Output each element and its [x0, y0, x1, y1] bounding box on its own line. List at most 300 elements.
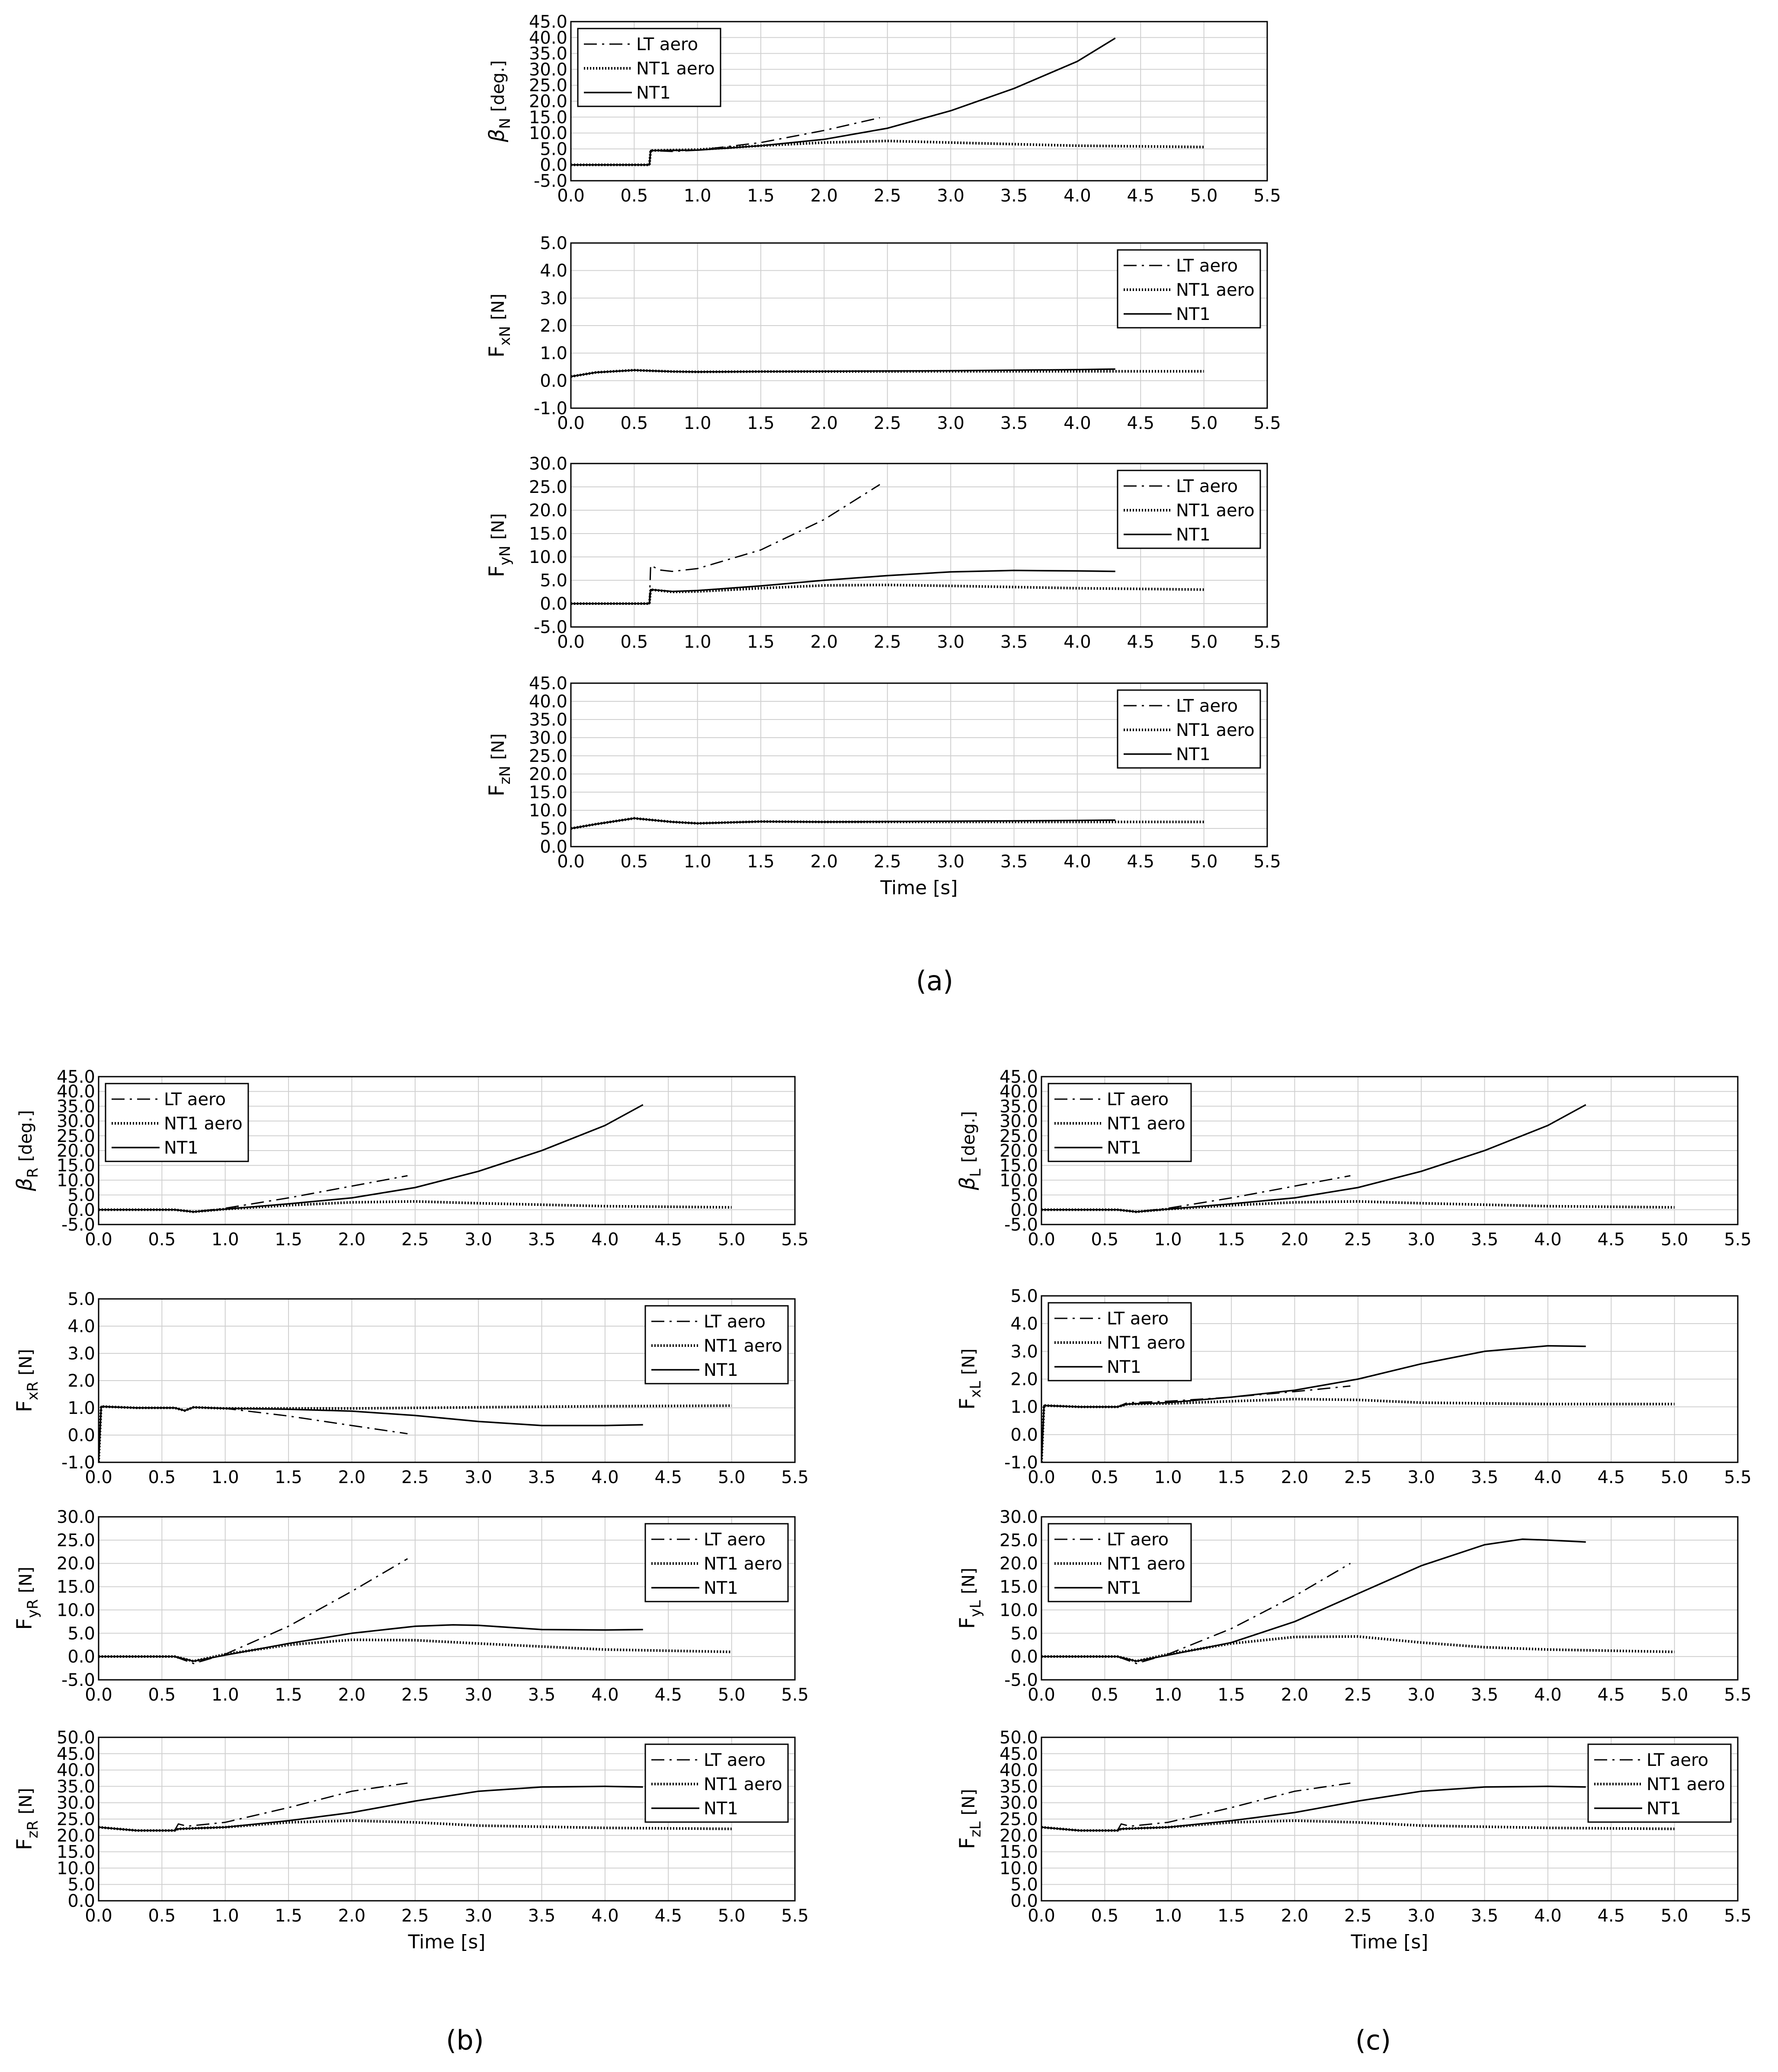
x-tick-label: 0.5	[620, 852, 648, 872]
x-tick-label: 5.0	[1190, 852, 1218, 872]
x-tick-label: 4.0	[1064, 413, 1091, 433]
legend-label: LT aero	[704, 1530, 766, 1550]
y-tick-label: 1.0	[1010, 1397, 1038, 1417]
legend-label: NT1	[636, 83, 671, 103]
y-tick-label: 20.0	[56, 1826, 95, 1846]
y-tick-label: 30.0	[529, 454, 567, 474]
legend-label: NT1 aero	[704, 1554, 782, 1574]
y-tick-label: 40.0	[529, 28, 567, 48]
y-tick-label: 5.0	[1010, 1875, 1038, 1895]
y-tick-label: 10.0	[56, 1858, 95, 1879]
legend-label: NT1	[164, 1138, 199, 1158]
y-axis-label: $F_{yL}[N]$	[955, 1567, 984, 1629]
x-tick-label: 5.0	[718, 1230, 746, 1250]
x-tick-label: 5.0	[718, 1468, 746, 1487]
x-tick-label: 2.5	[1344, 1685, 1372, 1705]
x-tick-label: 4.0	[591, 1468, 619, 1487]
x-tick-label: 0.5	[1091, 1468, 1119, 1487]
y-tick-label: 45.0	[999, 1744, 1038, 1764]
legend-label: NT1 aero	[1107, 1554, 1185, 1574]
y-tick-label: 0.0	[1010, 1647, 1038, 1667]
y-tick-label: 10.0	[529, 123, 567, 144]
y-tick-label: 25.0	[56, 1810, 95, 1829]
y-axis-label: $F_{xR}[N]$	[13, 1349, 42, 1413]
x-tick-label: 1.5	[1217, 1906, 1245, 1926]
y-tick-label: 15.0	[999, 1156, 1038, 1176]
x-tick-label: 5.0	[1660, 1230, 1688, 1250]
y-axis-label: $F_{zL}[N]$	[955, 1789, 984, 1849]
x-tick-label: 2.5	[401, 1230, 429, 1250]
y-tick-label: 30.0	[56, 1111, 95, 1132]
x-tick-label: 3.0	[1407, 1685, 1435, 1705]
x-tick-label: 1.0	[1154, 1906, 1182, 1926]
x-tick-label: 0.0	[1028, 1906, 1055, 1926]
legend-label: NT1	[704, 1799, 738, 1819]
y-tick-label: 5.0	[540, 571, 567, 591]
y-tick-label: 40.0	[529, 692, 567, 712]
legend-label: NT1 aero	[1176, 280, 1255, 300]
x-tick-label: 4.0	[591, 1685, 619, 1705]
x-tick-label: 4.5	[1597, 1230, 1625, 1250]
x-tick-label: 0.0	[85, 1906, 112, 1926]
y-tick-label: 15.0	[56, 1577, 95, 1597]
x-tick-label: 0.0	[1028, 1230, 1055, 1250]
y-tick-label: 5.0	[67, 1624, 95, 1644]
x-tick-label: 2.5	[874, 413, 901, 433]
x-tick-label: 3.0	[465, 1906, 492, 1926]
x-tick-label: 4.5	[654, 1906, 682, 1926]
y-tick-label: 0.0	[67, 1891, 95, 1911]
x-tick-label: 1.0	[683, 186, 711, 206]
y-tick-label: 45.0	[56, 1067, 95, 1087]
x-axis-label: Time [s]	[408, 1931, 486, 1953]
x-tick-label: 1.0	[211, 1230, 239, 1250]
x-tick-label: 0.0	[557, 186, 585, 206]
y-tick-label: 2.0	[540, 316, 567, 336]
x-tick-label: 3.5	[528, 1906, 556, 1926]
x-tick-label: 1.0	[211, 1685, 239, 1705]
y-tick-label: 25.0	[529, 746, 567, 766]
legend	[1118, 250, 1260, 328]
legend-label: LT aero	[704, 1312, 766, 1332]
legend	[106, 1084, 248, 1161]
legend-label: NT1 aero	[704, 1775, 782, 1794]
legend-label: NT1	[1107, 1138, 1141, 1158]
y-axis-label: $F_{zN}[N]$	[485, 733, 514, 797]
legend	[1048, 1303, 1191, 1381]
y-tick-label: 25.0	[999, 1126, 1038, 1146]
y-tick-label: 30.0	[999, 1507, 1038, 1527]
x-tick-label: 0.5	[1091, 1230, 1119, 1250]
y-tick-label: 10.0	[56, 1170, 95, 1191]
y-tick-label: 20.0	[999, 1141, 1038, 1161]
y-tick-label: 15.0	[56, 1842, 95, 1862]
x-tick-label: 3.0	[465, 1230, 492, 1250]
y-tick-label: 0.0	[540, 155, 567, 176]
legend-label: NT1 aero	[704, 1336, 782, 1356]
y-tick-label: 20.0	[999, 1826, 1038, 1846]
x-tick-label: 5.5	[781, 1230, 809, 1250]
y-tick-label: 10.0	[529, 801, 567, 821]
x-tick-label: 2.5	[1344, 1468, 1372, 1487]
x-tick-label: 1.5	[275, 1230, 302, 1250]
x-tick-label: 5.5	[1724, 1230, 1752, 1250]
y-tick-label: 3.0	[540, 288, 567, 309]
x-tick-label: 1.5	[275, 1906, 302, 1926]
x-tick-label: 0.5	[148, 1468, 176, 1487]
x-tick-label: 2.0	[810, 852, 838, 872]
x-tick-label: 5.0	[1660, 1906, 1688, 1926]
x-tick-label: 5.0	[1190, 186, 1218, 206]
x-tick-label: 3.5	[1000, 186, 1028, 206]
x-tick-label: 1.5	[747, 413, 775, 433]
y-axis-label: $F_{zR}[N]$	[13, 1787, 42, 1851]
y-axis-label: $F_{xN}[N]$	[485, 293, 514, 358]
y-tick-label: -5.0	[533, 617, 567, 637]
x-tick-label: 5.0	[718, 1906, 746, 1926]
y-tick-label: 20.0	[999, 1554, 1038, 1574]
legend-label: LT aero	[704, 1750, 766, 1770]
y-tick-label: 0.0	[540, 594, 567, 614]
x-tick-label: 1.0	[683, 852, 711, 872]
y-tick-label: -5.0	[1004, 1670, 1038, 1690]
y-tick-label: 30.0	[529, 60, 567, 80]
legend-label: NT1	[1176, 304, 1211, 324]
y-tick-label: 45.0	[529, 12, 567, 32]
y-tick-label: 5.0	[67, 1185, 95, 1205]
y-tick-label: 30.0	[56, 1793, 95, 1813]
x-tick-label: 0.5	[620, 632, 648, 652]
y-tick-label: 40.0	[56, 1082, 95, 1102]
x-tick-label: 3.5	[528, 1468, 556, 1487]
y-tick-label: 10.0	[56, 1600, 95, 1621]
x-tick-label: 3.5	[1470, 1230, 1499, 1250]
y-tick-label: 0.0	[1010, 1891, 1038, 1911]
y-tick-label: 25.0	[529, 76, 567, 96]
x-tick-label: 4.0	[1534, 1906, 1562, 1926]
legend-label: NT1	[1107, 1578, 1141, 1598]
x-tick-label: 1.5	[1217, 1685, 1245, 1705]
x-tick-label: 0.5	[148, 1906, 176, 1926]
y-tick-label: 15.0	[529, 107, 567, 128]
y-tick-label: 50.0	[56, 1728, 95, 1748]
x-tick-label: 5.5	[1724, 1468, 1752, 1487]
x-tick-label: 0.0	[1028, 1685, 1055, 1705]
x-tick-label: 1.0	[1154, 1230, 1182, 1250]
y-tick-label: 1.0	[540, 343, 567, 364]
x-tick-label: 4.5	[654, 1685, 682, 1705]
y-tick-label: 30.0	[529, 728, 567, 748]
legend	[1118, 690, 1260, 768]
x-tick-label: 2.5	[874, 852, 901, 872]
y-tick-label: 4.0	[540, 261, 567, 281]
y-tick-label: 0.0	[540, 837, 567, 857]
x-tick-label: 3.5	[1000, 413, 1028, 433]
legend-label: NT1 aero	[164, 1114, 243, 1134]
y-tick-label: -1.0	[61, 1453, 95, 1473]
panel-label-c: (c)	[1355, 2024, 1391, 2056]
legend	[1588, 1744, 1731, 1822]
y-tick-label: -1.0	[533, 399, 567, 419]
legend-label: NT1 aero	[1176, 720, 1255, 740]
x-tick-label: 5.0	[1190, 632, 1218, 652]
x-tick-label: 2.5	[401, 1468, 429, 1487]
x-tick-label: 2.0	[1281, 1230, 1309, 1250]
x-tick-label: 2.0	[1281, 1906, 1309, 1926]
legend-label: NT1	[1176, 525, 1211, 545]
x-tick-label: 3.0	[937, 413, 964, 433]
legend	[578, 29, 721, 106]
x-tick-label: 5.5	[781, 1906, 809, 1926]
legend	[1048, 1084, 1191, 1161]
x-tick-label: 1.5	[747, 852, 775, 872]
y-tick-label: 20.0	[529, 764, 567, 784]
x-tick-label: 1.0	[683, 632, 711, 652]
y-tick-label: 25.0	[999, 1810, 1038, 1829]
legend-label: LT aero	[1107, 1309, 1169, 1329]
x-axis-label: Time [s]	[880, 877, 958, 899]
y-tick-label: 30.0	[56, 1507, 95, 1527]
x-tick-label: 0.5	[148, 1685, 176, 1705]
legend-label: LT aero	[1176, 696, 1238, 716]
y-tick-label: 45.0	[999, 1067, 1038, 1087]
x-tick-label: 5.5	[1253, 852, 1281, 872]
x-tick-label: 4.5	[1127, 632, 1155, 652]
x-tick-label: 2.0	[810, 632, 838, 652]
x-tick-label: 2.5	[874, 186, 901, 206]
x-tick-label: 4.0	[1064, 186, 1091, 206]
y-tick-label: 15.0	[529, 524, 567, 544]
x-tick-label: 5.5	[1253, 413, 1281, 433]
y-tick-label: 35.0	[999, 1777, 1038, 1797]
y-axis-label: $F_{yR}[N]$	[13, 1567, 42, 1630]
legend-label: NT1	[1107, 1357, 1141, 1377]
y-tick-label: 20.0	[529, 501, 567, 521]
y-axis-label: $\beta_L[deg.]$	[955, 1111, 984, 1190]
y-tick-label: 0.0	[540, 371, 567, 391]
x-tick-label: 4.0	[1534, 1468, 1562, 1487]
y-tick-label: 20.0	[56, 1554, 95, 1574]
x-tick-label: 3.0	[937, 186, 964, 206]
y-tick-label: 5.0	[1010, 1185, 1038, 1205]
x-tick-label: 5.0	[1190, 413, 1218, 433]
y-tick-label: 15.0	[999, 1842, 1038, 1862]
x-tick-label: 3.5	[1000, 852, 1028, 872]
y-tick-label: 40.0	[999, 1082, 1038, 1102]
x-tick-label: 5.5	[1253, 632, 1281, 652]
x-tick-label: 0.0	[557, 413, 585, 433]
x-tick-label: 0.0	[85, 1230, 112, 1250]
y-tick-label: 40.0	[999, 1760, 1038, 1781]
legend-label: NT1 aero	[1107, 1114, 1185, 1134]
y-tick-label: 25.0	[999, 1530, 1038, 1551]
x-tick-label: 3.0	[465, 1685, 492, 1705]
legend-label: NT1 aero	[1647, 1775, 1725, 1794]
x-tick-label: 3.5	[1470, 1685, 1499, 1705]
y-tick-label: 10.0	[529, 547, 567, 567]
y-tick-label: 5.0	[540, 819, 567, 839]
y-tick-label: 35.0	[529, 44, 567, 64]
legend-label: LT aero	[1107, 1090, 1169, 1110]
y-tick-label: 35.0	[56, 1097, 95, 1117]
y-tick-label: 20.0	[529, 92, 567, 112]
y-tick-label: 15.0	[56, 1156, 95, 1176]
x-tick-label: 4.0	[1534, 1685, 1562, 1705]
y-tick-label: 2.0	[1010, 1369, 1038, 1390]
y-tick-label: 10.0	[999, 1170, 1038, 1191]
x-tick-label: 1.0	[211, 1468, 239, 1487]
x-tick-label: 2.0	[338, 1230, 366, 1250]
x-tick-label: 2.5	[874, 632, 901, 652]
legend-label: LT aero	[1176, 476, 1238, 496]
x-tick-label: 1.5	[747, 186, 775, 206]
x-tick-label: 4.0	[1064, 632, 1091, 652]
x-tick-label: 2.0	[810, 413, 838, 433]
x-tick-label: 1.5	[1217, 1230, 1245, 1250]
y-tick-label: -1.0	[1004, 1453, 1038, 1473]
x-tick-label: 4.5	[654, 1230, 682, 1250]
y-tick-label: -5.0	[61, 1215, 95, 1235]
legend	[645, 1306, 788, 1384]
y-tick-label: 40.0	[56, 1760, 95, 1781]
x-tick-label: 2.0	[1281, 1468, 1309, 1487]
x-tick-label: 4.5	[654, 1468, 682, 1487]
x-tick-label: 4.5	[1597, 1468, 1625, 1487]
x-tick-label: 3.5	[528, 1685, 556, 1705]
x-tick-label: 4.0	[591, 1230, 619, 1250]
x-tick-label: 5.0	[718, 1685, 746, 1705]
x-tick-label: 2.0	[338, 1468, 366, 1487]
x-tick-label: 4.5	[1127, 186, 1155, 206]
x-tick-label: 3.0	[1407, 1906, 1435, 1926]
x-tick-label: 4.5	[1597, 1906, 1625, 1926]
x-tick-label: 1.5	[275, 1685, 302, 1705]
x-tick-label: 2.0	[338, 1906, 366, 1926]
x-tick-label: 5.5	[781, 1468, 809, 1487]
y-axis-label: $F_{yN}[N]$	[485, 513, 514, 578]
x-tick-label: 5.0	[1660, 1685, 1688, 1705]
y-tick-label: 5.0	[540, 233, 567, 253]
x-tick-label: 0.0	[1028, 1468, 1055, 1487]
y-tick-label: 30.0	[999, 1793, 1038, 1813]
legend-label: NT1	[704, 1360, 738, 1380]
x-tick-label: 3.5	[1000, 632, 1028, 652]
y-axis-label: $\beta_R[deg.]$	[13, 1110, 42, 1191]
x-tick-label: 4.0	[1534, 1230, 1562, 1250]
y-tick-label: 0.0	[1010, 1200, 1038, 1220]
x-tick-label: 1.5	[1217, 1468, 1245, 1487]
y-tick-label: 25.0	[56, 1530, 95, 1551]
y-tick-label: 15.0	[529, 783, 567, 803]
x-tick-label: 1.5	[747, 632, 775, 652]
y-tick-label: 35.0	[56, 1777, 95, 1797]
x-tick-label: 0.5	[148, 1230, 176, 1250]
legend-label: LT aero	[1176, 256, 1238, 276]
x-tick-label: 3.5	[1470, 1468, 1499, 1487]
x-tick-label: 3.0	[1407, 1230, 1435, 1250]
legend-label: LT aero	[636, 35, 698, 54]
y-tick-label: 10.0	[999, 1858, 1038, 1879]
x-tick-label: 4.5	[1597, 1685, 1625, 1705]
x-tick-label: 2.5	[401, 1906, 429, 1926]
y-tick-label: 5.0	[67, 1875, 95, 1895]
y-tick-label: 5.0	[67, 1289, 95, 1309]
y-tick-label: 5.0	[540, 139, 567, 160]
x-tick-label: 1.0	[683, 413, 711, 433]
legend-label: NT1	[704, 1578, 738, 1598]
x-tick-label: 0.5	[1091, 1906, 1119, 1926]
y-tick-label: -5.0	[533, 171, 567, 191]
x-tick-label: 0.0	[85, 1685, 112, 1705]
y-tick-label: 25.0	[56, 1126, 95, 1146]
x-tick-label: 4.0	[1064, 852, 1091, 872]
panel-label-b: (b)	[446, 2024, 484, 2056]
x-tick-label: 0.5	[620, 413, 648, 433]
x-tick-label: 3.0	[1407, 1468, 1435, 1487]
legend-label: NT1	[1647, 1799, 1681, 1819]
x-tick-label: 3.5	[528, 1230, 556, 1250]
y-tick-label: 2.0	[67, 1371, 95, 1391]
x-tick-label: 2.5	[401, 1685, 429, 1705]
x-tick-label: 3.5	[1470, 1906, 1499, 1926]
legend	[1048, 1524, 1191, 1602]
x-tick-label: 0.0	[85, 1468, 112, 1487]
y-tick-label: 20.0	[56, 1141, 95, 1161]
x-tick-label: 0.5	[620, 186, 648, 206]
legend	[645, 1744, 788, 1822]
x-tick-label: 4.5	[1127, 413, 1155, 433]
y-tick-label: 50.0	[999, 1728, 1038, 1748]
y-tick-label: 35.0	[999, 1097, 1038, 1117]
y-tick-label: 1.0	[67, 1398, 95, 1418]
legend-label: LT aero	[164, 1090, 226, 1110]
y-tick-label: 4.0	[1010, 1314, 1038, 1334]
x-tick-label: 0.0	[557, 852, 585, 872]
x-tick-label: 4.0	[591, 1906, 619, 1926]
x-tick-label: 1.0	[1154, 1685, 1182, 1705]
y-tick-label: 25.0	[529, 477, 567, 497]
y-tick-label: 0.0	[67, 1647, 95, 1667]
x-tick-label: 0.0	[557, 632, 585, 652]
legend-label: LT aero	[1107, 1530, 1169, 1550]
panel-label-a: (a)	[916, 965, 954, 997]
x-tick-label: 5.5	[1253, 186, 1281, 206]
y-tick-label: 15.0	[999, 1577, 1038, 1597]
y-tick-label: 5.0	[1010, 1624, 1038, 1644]
x-tick-label: 3.0	[465, 1468, 492, 1487]
x-tick-label: 3.0	[937, 852, 964, 872]
y-tick-label: 5.0	[1010, 1286, 1038, 1306]
y-tick-label: 35.0	[529, 710, 567, 730]
y-tick-label: 10.0	[999, 1600, 1038, 1621]
y-tick-label: 30.0	[999, 1111, 1038, 1132]
x-tick-label: 2.0	[810, 186, 838, 206]
x-tick-label: 1.0	[211, 1906, 239, 1926]
x-tick-label: 5.0	[1660, 1468, 1688, 1487]
legend-label: NT1	[1176, 745, 1211, 764]
y-axis-label: $F_{xL}[N]$	[955, 1348, 984, 1410]
legend	[645, 1524, 788, 1602]
y-tick-label: -5.0	[1004, 1215, 1038, 1235]
legend-label: NT1 aero	[1176, 501, 1255, 521]
x-tick-label: 5.5	[781, 1685, 809, 1705]
y-tick-label: 0.0	[67, 1200, 95, 1220]
legend	[1118, 470, 1260, 548]
y-tick-label: -5.0	[61, 1670, 95, 1690]
x-tick-label: 5.5	[1724, 1906, 1752, 1926]
x-tick-label: 2.0	[338, 1685, 366, 1705]
x-tick-label: 1.5	[275, 1468, 302, 1487]
